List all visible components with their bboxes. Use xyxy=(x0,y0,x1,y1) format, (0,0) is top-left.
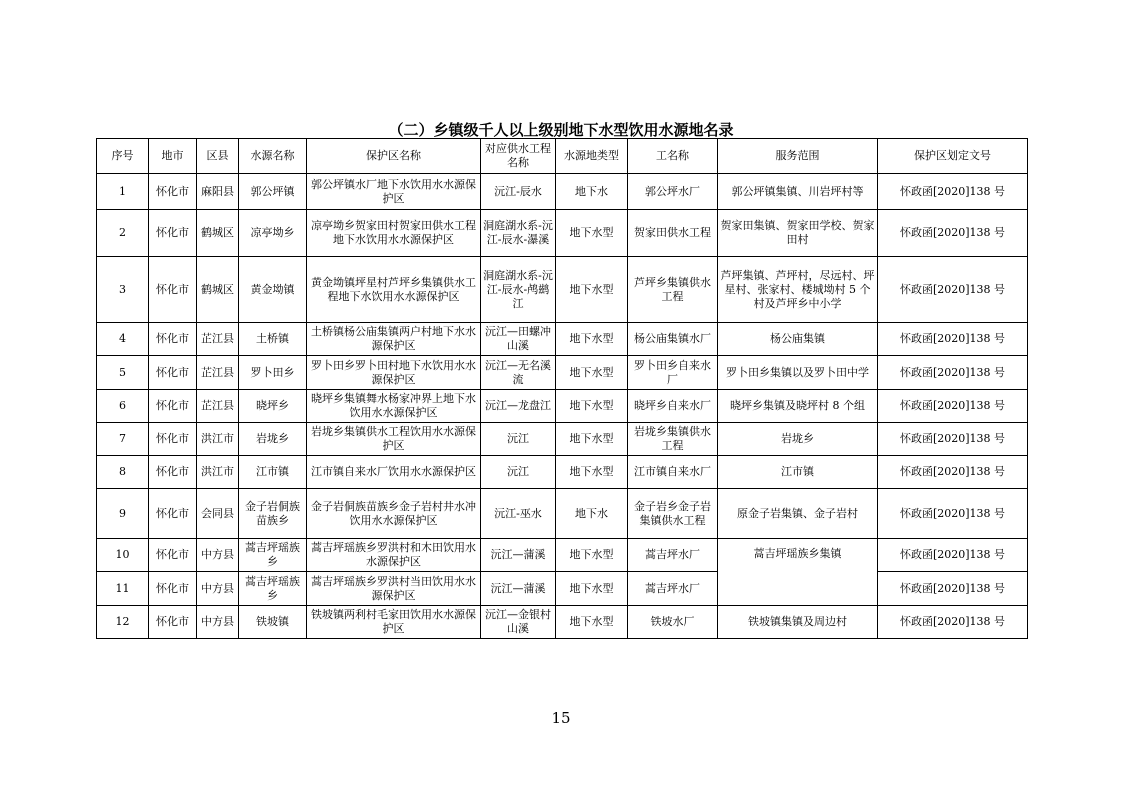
cell-doc: 怀政函[2020]138 号 xyxy=(878,489,1028,539)
cell-no: 3 xyxy=(97,257,149,323)
header-doc: 保护区划定文号 xyxy=(878,139,1028,174)
cell-works: 岩垅乡集镇供水工程 xyxy=(628,423,718,456)
cell-scope: 贺家田集镇、贺家田学校、贺家田村 xyxy=(718,210,878,257)
cell-project: 沅江—田螺冲山溪 xyxy=(481,323,556,356)
cell-project: 沅江—无名溪流 xyxy=(481,356,556,390)
cell-zone: 岩垅乡集镇供水工程饮用水水源保护区 xyxy=(307,423,481,456)
cell-no: 2 xyxy=(97,210,149,257)
cell-city: 怀化市 xyxy=(149,456,197,489)
table-row xyxy=(97,606,1028,639)
cell-zone: 晓坪乡集镇舞水杨家冲界上地下水饮用水水源保护区 xyxy=(307,390,481,423)
page-number: 15 xyxy=(551,709,571,727)
cell-no: 10 xyxy=(97,539,149,572)
cell-no: 7 xyxy=(97,423,149,456)
cell-zone: 蒿吉坪瑶族乡罗洪村和木田饮用水水源保护区 xyxy=(307,539,481,572)
cell-project: 沅江 xyxy=(481,423,556,456)
header-type: 水源地类型 xyxy=(556,139,628,174)
header-works: 工名称 xyxy=(628,139,718,174)
cell-project: 沅江-辰水 xyxy=(481,174,556,210)
cell-scope: 晓坪乡集镇及晓坪村 8 个组 xyxy=(718,390,878,423)
cell-zone: 铁坡镇两利村毛家田饮用水水源保护区 xyxy=(307,606,481,639)
cell-project: 洞庭湖水系-沅江-辰水-瀑溪 xyxy=(481,210,556,257)
cell-doc: 怀政函[2020]138 号 xyxy=(878,356,1028,390)
table-row xyxy=(97,356,1028,390)
cell-type: 地下水型 xyxy=(556,257,628,323)
cell-source: 铁坡镇 xyxy=(239,606,307,639)
cell-source: 蒿吉坪瑶族乡 xyxy=(239,572,307,606)
cell-works: 郭公坪水厂 xyxy=(628,174,718,210)
cell-city: 怀化市 xyxy=(149,390,197,423)
cell-project: 沅江 xyxy=(481,456,556,489)
cell-source: 江市镇 xyxy=(239,456,307,489)
header-city: 地市 xyxy=(149,139,197,174)
cell-type: 地下水型 xyxy=(556,423,628,456)
header-zone: 保护区名称 xyxy=(307,139,481,174)
cell-zone: 黄金坳镇坪星村芦坪乡集镇供水工程地下水饮用水水源保护区 xyxy=(307,257,481,323)
cell-city: 怀化市 xyxy=(149,423,197,456)
cell-county: 洪江市 xyxy=(197,423,239,456)
cell-city: 怀化市 xyxy=(149,323,197,356)
cell-city: 怀化市 xyxy=(149,210,197,257)
table-row xyxy=(97,456,1028,489)
table-row xyxy=(97,174,1028,210)
table-row xyxy=(97,390,1028,423)
table-row xyxy=(97,572,1028,606)
cell-works: 晓坪乡自来水厂 xyxy=(628,390,718,423)
cell-county: 鹤城区 xyxy=(197,257,239,323)
cell-scope: 铁坡镇集镇及周边村 xyxy=(718,606,878,639)
header-scope: 服务范围 xyxy=(718,139,878,174)
cell-type: 地下水型 xyxy=(556,210,628,257)
cell-type: 地下水 xyxy=(556,174,628,210)
cell-project: 沅江—蒲溪 xyxy=(481,539,556,572)
cell-type: 地下水型 xyxy=(556,572,628,606)
cell-doc: 怀政函[2020]138 号 xyxy=(878,174,1028,210)
cell-project: 洞庭湖水系-沅江-辰水-鸬鹚江 xyxy=(481,257,556,323)
header-project: 对应供水工程名称 xyxy=(481,139,556,174)
cell-zone: 金子岩侗族苗族乡金子岩村井水冲饮用水水源保护区 xyxy=(307,489,481,539)
cell-doc: 怀政函[2020]138 号 xyxy=(878,323,1028,356)
cell-doc: 怀政函[2020]138 号 xyxy=(878,390,1028,423)
cell-no: 11 xyxy=(97,572,149,606)
cell-no: 8 xyxy=(97,456,149,489)
cell-zone: 江市镇自来水厂饮用水水源保护区 xyxy=(307,456,481,489)
cell-zone: 土桥镇杨公庙集镇两户村地下水水源保护区 xyxy=(307,323,481,356)
cell-scope: 芦坪集镇、芦坪村，尽远村、坪星村、张家村、楼城坳村 5 个村及芦坪乡中小学 xyxy=(718,257,878,323)
cell-doc: 怀政函[2020]138 号 xyxy=(878,539,1028,572)
cell-city: 怀化市 xyxy=(149,489,197,539)
cell-county: 中方县 xyxy=(197,539,239,572)
cell-zone: 郭公坪镇水厂地下水饮用水水源保护区 xyxy=(307,174,481,210)
cell-zone: 蒿吉坪瑶族乡罗洪村当田饮用水水源保护区 xyxy=(307,572,481,606)
header-county: 区县 xyxy=(197,139,239,174)
cell-project: 沅江—龙盘江 xyxy=(481,390,556,423)
cell-type: 地下水型 xyxy=(556,323,628,356)
cell-scope: 蒿吉坪瑶族乡集镇 xyxy=(718,539,878,606)
cell-works: 江市镇自来水厂 xyxy=(628,456,718,489)
cell-type: 地下水型 xyxy=(556,390,628,423)
cell-county: 麻阳县 xyxy=(197,174,239,210)
cell-doc: 怀政函[2020]138 号 xyxy=(878,423,1028,456)
cell-source: 岩垅乡 xyxy=(239,423,307,456)
header-source: 水源名称 xyxy=(239,139,307,174)
cell-works: 金子岩乡金子岩集镇供水工程 xyxy=(628,489,718,539)
cell-zone: 凉亭坳乡贺家田村贺家田供水工程地下水饮用水水源保护区 xyxy=(307,210,481,257)
cell-no: 12 xyxy=(97,606,149,639)
cell-project: 沅江-巫水 xyxy=(481,489,556,539)
cell-scope: 原金子岩集镇、金子岩村 xyxy=(718,489,878,539)
header-no: 序号 xyxy=(97,139,149,174)
cell-doc: 怀政函[2020]138 号 xyxy=(878,257,1028,323)
cell-source: 罗卜田乡 xyxy=(239,356,307,390)
cell-no: 4 xyxy=(97,323,149,356)
cell-works: 芦坪乡集镇供水工程 xyxy=(628,257,718,323)
cell-scope: 郭公坪镇集镇、川岩坪村等 xyxy=(718,174,878,210)
cell-works: 铁坡水厂 xyxy=(628,606,718,639)
cell-source: 郭公坪镇 xyxy=(239,174,307,210)
cell-county: 芷江县 xyxy=(197,390,239,423)
cell-source: 蒿吉坪瑶族乡 xyxy=(239,539,307,572)
cell-county: 中方县 xyxy=(197,606,239,639)
cell-county: 洪江市 xyxy=(197,456,239,489)
table-row xyxy=(97,423,1028,456)
cell-works: 杨公庙集镇水厂 xyxy=(628,323,718,356)
cell-source: 金子岩侗族苗族乡 xyxy=(239,489,307,539)
cell-no: 9 xyxy=(97,489,149,539)
cell-city: 怀化市 xyxy=(149,606,197,639)
cell-doc: 怀政函[2020]138 号 xyxy=(878,456,1028,489)
cell-county: 中方县 xyxy=(197,572,239,606)
cell-type: 地下水型 xyxy=(556,539,628,572)
cell-scope: 江市镇 xyxy=(718,456,878,489)
cell-county: 芷江县 xyxy=(197,323,239,356)
header-row xyxy=(97,139,1028,174)
cell-type: 地下水型 xyxy=(556,356,628,390)
cell-project: 沅江—金银村山溪 xyxy=(481,606,556,639)
cell-county: 鹤城区 xyxy=(197,210,239,257)
cell-source: 黄金坳镇 xyxy=(239,257,307,323)
cell-source: 晓坪乡 xyxy=(239,390,307,423)
page-title: （二）乡镇级千人以上级别地下水型饮用水源地名录 xyxy=(388,121,734,139)
cell-city: 怀化市 xyxy=(149,257,197,323)
cell-works: 蒿吉坪水厂 xyxy=(628,539,718,572)
cell-source: 凉亭坳乡 xyxy=(239,210,307,257)
cell-zone: 罗卜田乡罗卜田村地下水饮用水水源保护区 xyxy=(307,356,481,390)
cell-scope: 岩垅乡 xyxy=(718,423,878,456)
cell-scope: 杨公庙集镇 xyxy=(718,323,878,356)
cell-no: 1 xyxy=(97,174,149,210)
cell-source: 土桥镇 xyxy=(239,323,307,356)
cell-city: 怀化市 xyxy=(149,572,197,606)
table-row xyxy=(97,257,1028,323)
cell-works: 罗卜田乡自来水厂 xyxy=(628,356,718,390)
table-row xyxy=(97,489,1028,539)
cell-scope: 罗卜田乡集镇以及罗卜田中学 xyxy=(718,356,878,390)
cell-type: 地下水型 xyxy=(556,606,628,639)
cell-doc: 怀政函[2020]138 号 xyxy=(878,210,1028,257)
cell-doc: 怀政函[2020]138 号 xyxy=(878,572,1028,606)
cell-no: 5 xyxy=(97,356,149,390)
cell-doc: 怀政函[2020]138 号 xyxy=(878,606,1028,639)
cell-type: 地下水型 xyxy=(556,456,628,489)
table-row xyxy=(97,210,1028,257)
cell-county: 会同县 xyxy=(197,489,239,539)
cell-type: 地下水 xyxy=(556,489,628,539)
cell-city: 怀化市 xyxy=(149,539,197,572)
table-row xyxy=(97,323,1028,356)
table-row xyxy=(97,539,1028,572)
cell-no: 6 xyxy=(97,390,149,423)
cell-city: 怀化市 xyxy=(149,174,197,210)
cell-county: 芷江县 xyxy=(197,356,239,390)
water-source-table xyxy=(96,138,1028,639)
cell-city: 怀化市 xyxy=(149,356,197,390)
cell-works: 蒿吉坪水厂 xyxy=(628,572,718,606)
cell-project: 沅江—蒲溪 xyxy=(481,572,556,606)
cell-works: 贺家田供水工程 xyxy=(628,210,718,257)
